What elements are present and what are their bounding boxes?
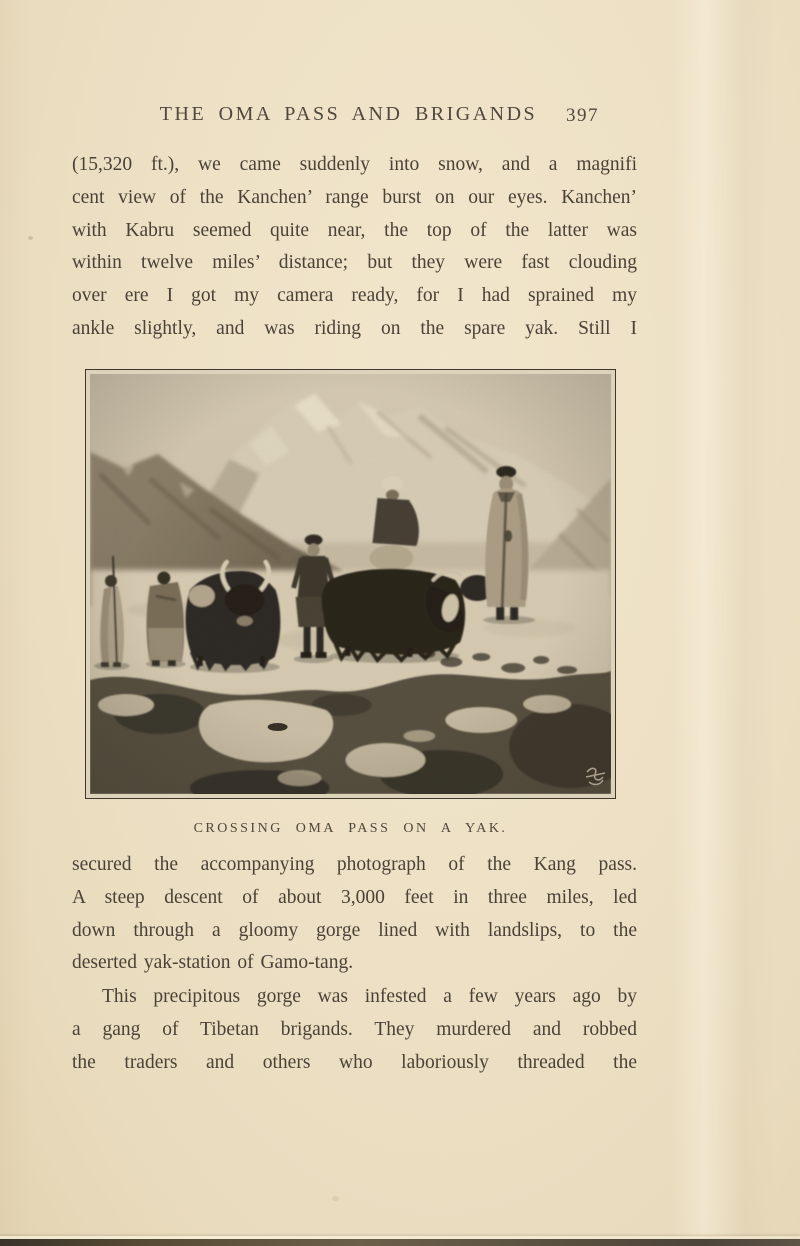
photo-crossing-oma-pass [90, 374, 611, 794]
text-line: This precipitous gorge was infested a few years ago by [102, 986, 637, 1007]
page-number: 397 [566, 105, 599, 126]
book-edge-shadow [0, 1239, 800, 1246]
text-line: down through a gloomy gorge lined with landslips, to the [72, 919, 637, 941]
photo-grain [90, 374, 611, 794]
paragraph-1 [72, 149, 637, 346]
photo-caption: CROSSING OMA PASS ON A YAK. [193, 821, 508, 836]
text-line: over ere I got my camera ready, for I had sprained my [72, 285, 637, 307]
running-header-title: THE OMA PASS AND BRIGANDS [159, 103, 538, 125]
paragraph-2 [72, 849, 637, 980]
text-line: cent view of the Kanchen’ range burst on our eyes. Kanchen’ [72, 186, 637, 208]
text-line: deserted yak-station of Gamo-tang. [72, 952, 354, 974]
photo-frame [85, 369, 616, 799]
text-line: a gang of Tibetan brigands. They murdered and robbed [72, 1018, 637, 1040]
text-line: within twelve miles’ distance; but they were fast clouding [72, 252, 637, 274]
text-line: the traders and others who laboriously threaded the [72, 1051, 637, 1073]
paper-stain [28, 236, 33, 240]
text-line: ankle slightly, and was riding on the spare yak. Still I [72, 317, 637, 339]
text-line: A steep descent of about 3,000 feet in three miles, led [72, 886, 637, 908]
paragraph-3 [72, 981, 637, 1079]
paper-stain [332, 1196, 339, 1201]
text-line: with Kabru seemed quite near, the top of the latter was [72, 219, 637, 241]
text-line: secured the accompanying photograph of the Kang pass. [72, 854, 637, 875]
text-line: (15,320 ft.), we came suddenly into snow, and a magnifi [72, 154, 637, 175]
